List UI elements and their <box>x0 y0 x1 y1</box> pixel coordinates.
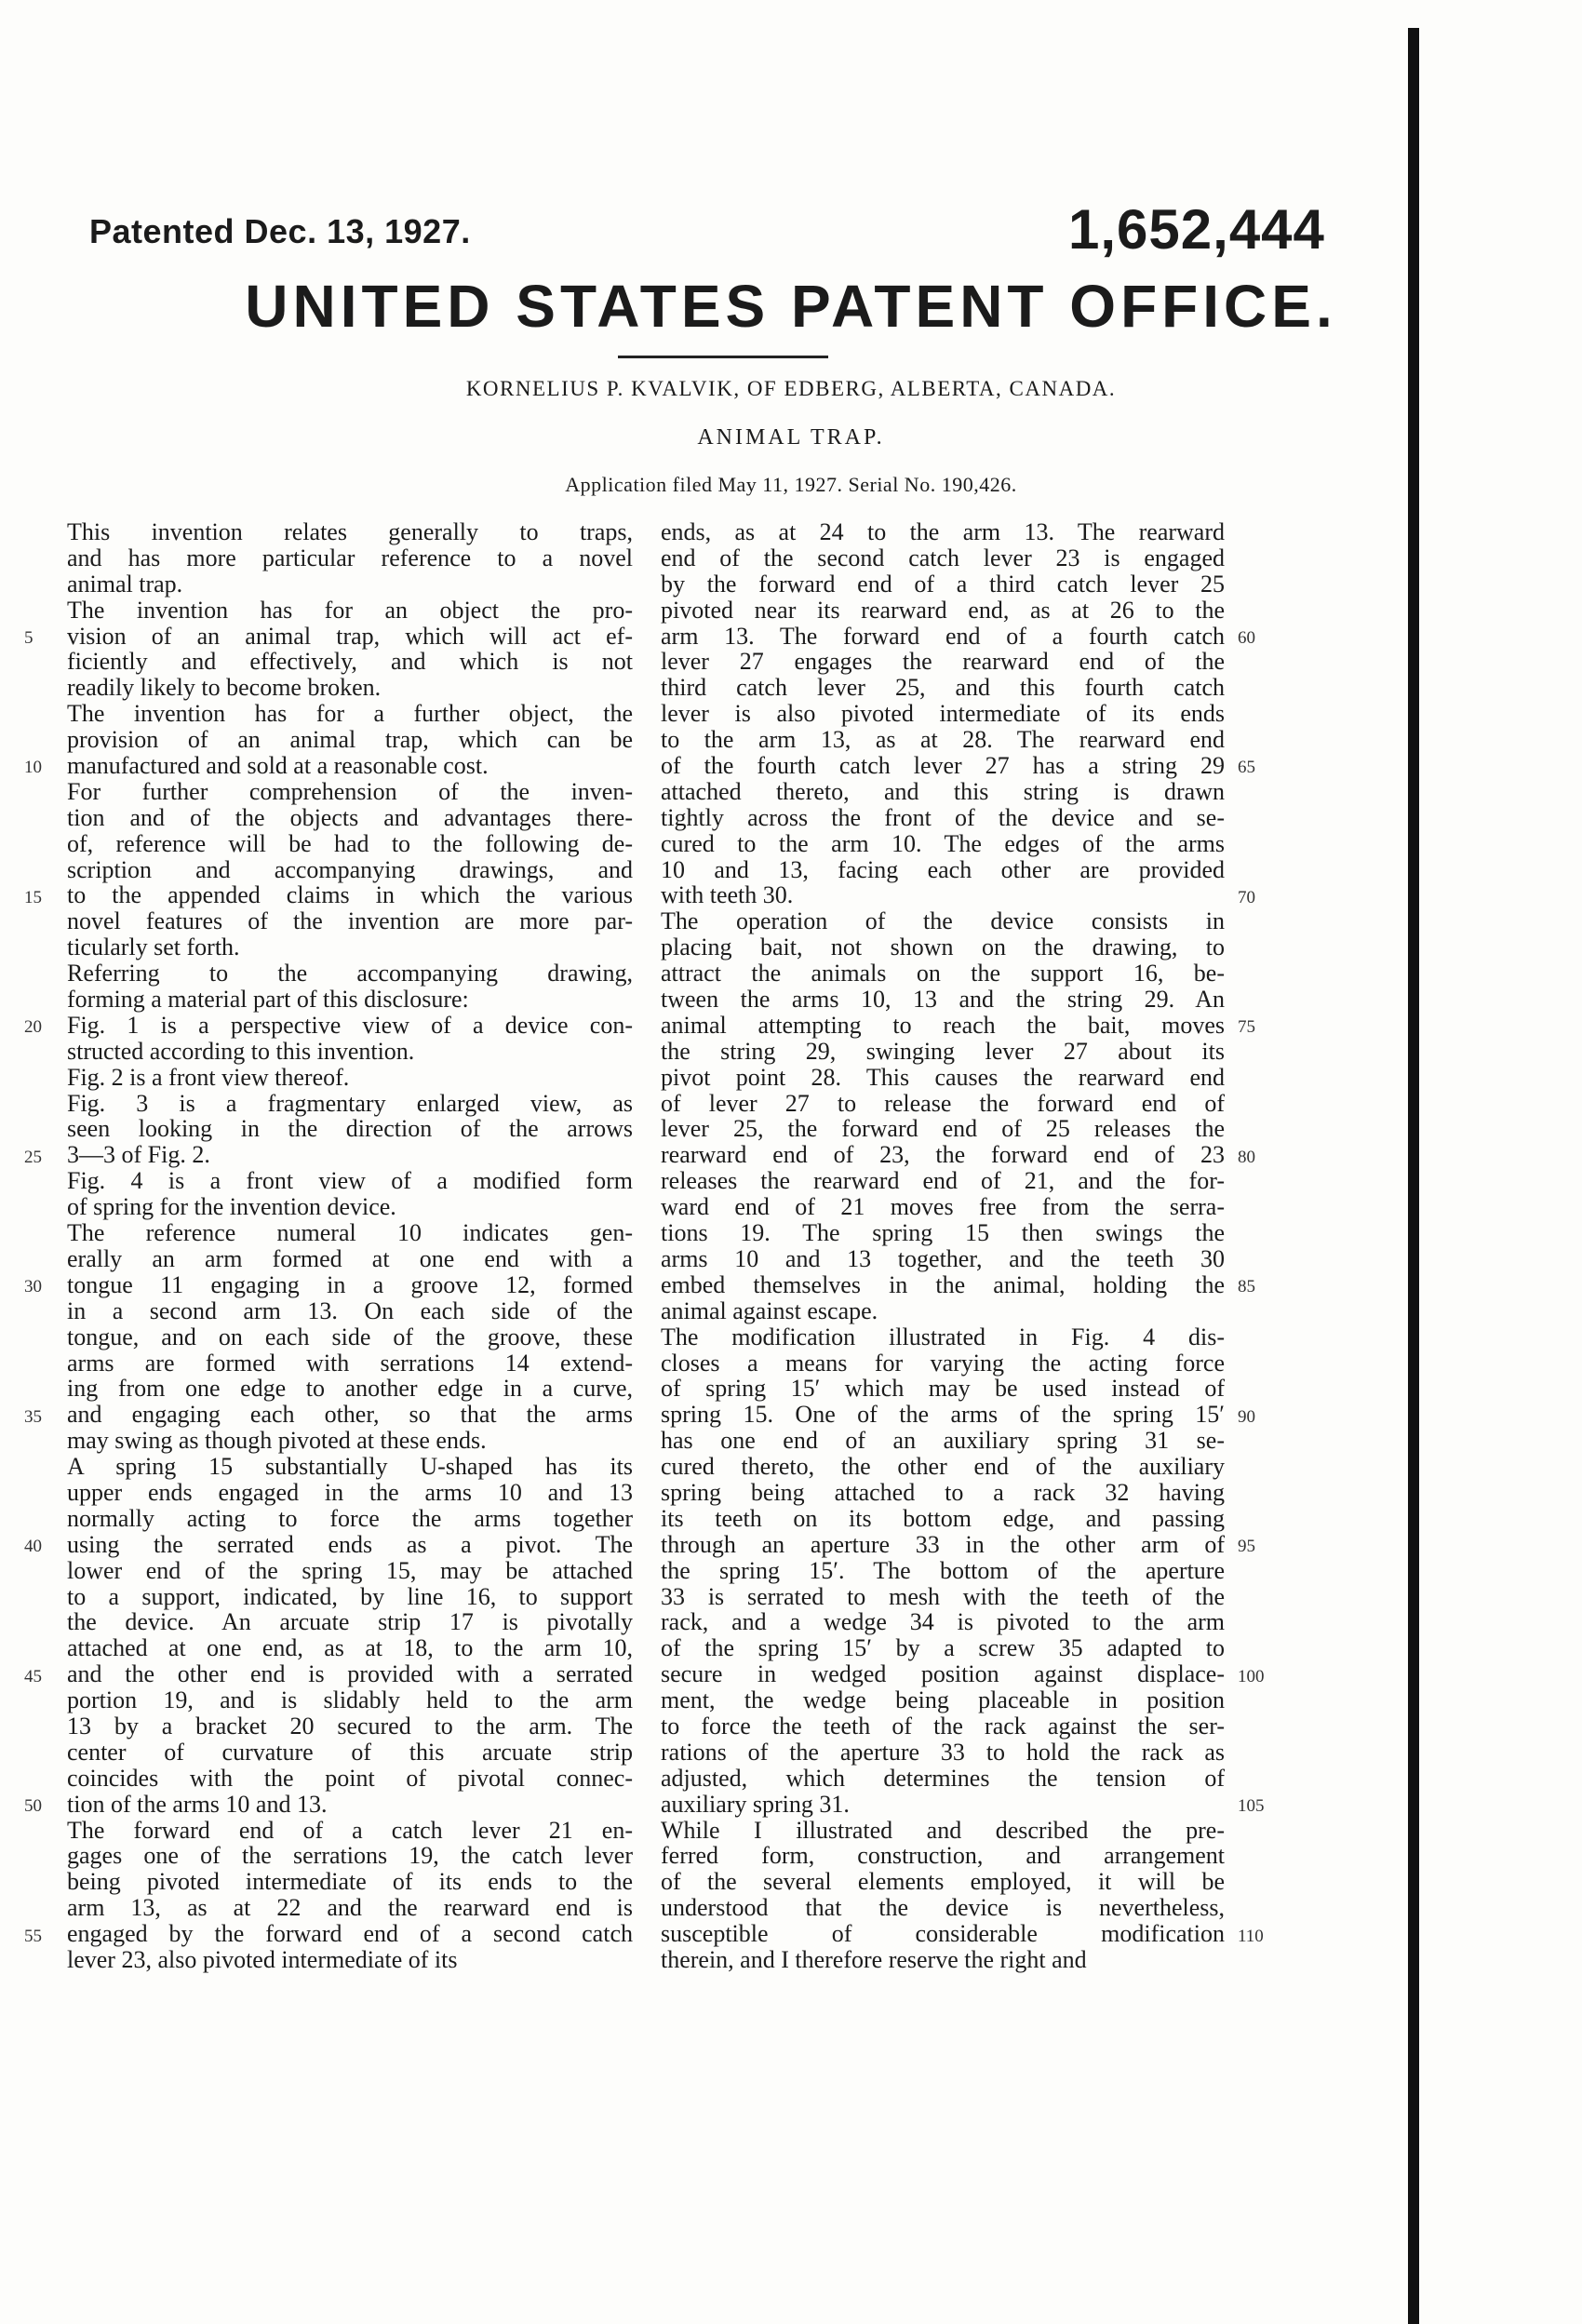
text-line: animal attempting to reach the bait, moves <box>661 1011 1225 1039</box>
text-line: Fig. 3 is a fragmentary enlarged view, as <box>67 1089 633 1117</box>
line-number: 85 <box>1238 1277 1255 1297</box>
text-line: arm 13, as at 22 and the rearward end is <box>67 1894 633 1922</box>
line-number: 110 <box>1238 1926 1264 1946</box>
text-line: cured thereto, the other end of the auxiliary <box>661 1453 1225 1481</box>
line-number: 35 <box>24 1406 42 1427</box>
line-number: 105 <box>1238 1796 1265 1817</box>
text-line: readily likely to become broken. <box>67 674 382 702</box>
text-line: Fig. 1 is a perspective view of a device con- <box>67 1011 633 1039</box>
text-line: coincides with the point of pivotal connec- <box>67 1764 633 1792</box>
text-line: normally acting to force the arms together <box>67 1504 633 1532</box>
text-line: tion and of the objects and advantages there- <box>67 803 633 831</box>
text-line: of the several elements employed, it will be <box>661 1868 1225 1896</box>
text-line: lever 27 engages the rearward end of the <box>661 648 1225 676</box>
text-line: arms are formed with serrations 14 extend- <box>67 1349 633 1377</box>
text-line: therein, and I therefore reserve the right and <box>661 1945 1087 1973</box>
text-line: susceptible of considerable modification <box>661 1920 1225 1948</box>
text-line: While I illustrated and described the pre- <box>661 1816 1225 1844</box>
text-line: tween the arms 10, 13 and the string 29. An <box>661 986 1225 1014</box>
line-number: 20 <box>24 1017 42 1038</box>
text-line: The reference numeral 10 indicates gen- <box>67 1219 633 1247</box>
line-number: 65 <box>1238 758 1255 778</box>
text-line: animal against escape. <box>661 1296 878 1324</box>
text-line: forming a material part of this disclosure: <box>67 986 469 1014</box>
line-number: 60 <box>1238 627 1255 648</box>
text-line: upper ends engaged in the arms 10 and 13 <box>67 1478 633 1506</box>
patent-date: Patented Dec. 13, 1927. <box>89 212 471 250</box>
text-line: auxiliary spring 31. <box>661 1790 850 1818</box>
text-line: engaged by the forward end of a second catch <box>67 1920 633 1948</box>
text-line: secure in wedged position against displace- <box>661 1660 1225 1688</box>
line-number: 100 <box>1238 1666 1265 1686</box>
text-line: tions 19. The spring 15 then swings the <box>661 1219 1225 1247</box>
text-line: structed according to this invention. <box>67 1037 415 1065</box>
line-number: 55 <box>24 1926 42 1946</box>
text-line: provision of an animal trap, which can be <box>67 726 633 754</box>
text-line: A spring 15 substantially U-shaped has its <box>67 1453 633 1481</box>
invention-title: ANIMAL TRAP. <box>697 425 885 450</box>
line-number: 90 <box>1238 1406 1255 1427</box>
heading-divider <box>618 356 828 358</box>
text-line: attract the animals on the support 16, be- <box>661 960 1225 987</box>
text-line: the device. An arcuate strip 17 is pivotally <box>67 1608 633 1636</box>
text-line: arms 10 and 13 together, and the teeth 30 <box>661 1244 1225 1272</box>
text-line: tightly across the front of the device and se- <box>661 803 1225 831</box>
line-number: 45 <box>24 1666 42 1686</box>
text-line: of the fourth catch lever 27 has a string 29 <box>661 752 1225 780</box>
text-line: rack, and a wedge 34 is pivoted to the arm <box>661 1608 1225 1636</box>
text-line: to the appended claims in which the various <box>67 881 633 909</box>
text-line: 13 by a bracket 20 secured to the arm. The <box>67 1712 633 1740</box>
line-number: 95 <box>1238 1537 1255 1557</box>
text-line: ticularly set forth. <box>67 934 240 961</box>
application-line: Application filed May 11, 1927. Serial No. 190,426. <box>565 473 1017 496</box>
line-number: 75 <box>1238 1017 1255 1038</box>
text-line: Fig. 4 is a front view of a modified form <box>67 1167 633 1195</box>
text-line: to force the teeth of the rack against the ser- <box>661 1712 1225 1740</box>
line-number: 5 <box>24 627 34 648</box>
line-number: 70 <box>1238 887 1255 907</box>
text-line: embed themselves in the animal, holding the <box>661 1270 1225 1298</box>
text-line: of the spring 15′ by a screw 35 adapted to <box>661 1634 1225 1662</box>
text-line: tion of the arms 10 and 13. <box>67 1790 328 1818</box>
text-line: the string 29, swinging lever 27 about its <box>661 1037 1225 1065</box>
office-heading: UNITED STATES PATENT OFFICE. <box>245 273 1337 340</box>
patent-number: 1,652,444 <box>1068 198 1325 261</box>
text-line: spring 15. One of the arms of the spring 15′ <box>661 1401 1225 1429</box>
text-line: ends, as at 24 to the arm 13. The rearward <box>661 518 1225 545</box>
text-line: pivoted near its rearward end, as at 26 to the <box>661 596 1225 624</box>
text-line: center of curvature of this arcuate strip <box>67 1738 633 1766</box>
text-line: animal trap. <box>67 570 183 598</box>
text-line: arm 13. The forward end of a fourth catch <box>661 622 1225 650</box>
text-line: manufactured and sold at a reasonable cost. <box>67 752 489 780</box>
text-line: placing bait, not shown on the drawing, to <box>661 934 1225 961</box>
text-line: Fig. 2 is a front view thereof. <box>67 1063 350 1091</box>
text-line: and the other end is provided with a serrated <box>67 1660 633 1688</box>
text-line: with teeth 30. <box>661 881 794 909</box>
text-line: For further comprehension of the inven- <box>67 777 633 805</box>
text-line: closes a means for varying the acting force <box>661 1349 1225 1377</box>
text-line: rations of the aperture 33 to hold the rack as <box>661 1738 1225 1766</box>
text-line: of lever 27 to release the forward end of <box>661 1089 1225 1117</box>
text-line: The modification illustrated in Fig. 4 dis- <box>661 1323 1225 1350</box>
text-line: lever 23, also pivoted intermediate of its <box>67 1945 458 1973</box>
text-line: pivot point 28. This causes the rearward end <box>661 1063 1225 1091</box>
scan-edge-bar <box>1408 28 1419 2324</box>
text-line: portion 19, and is slidably held to the arm <box>67 1686 633 1714</box>
line-number: 40 <box>24 1537 42 1557</box>
text-line: 10 and 13, facing each other are provided <box>661 855 1225 883</box>
text-line: by the forward end of a third catch lever 25 <box>661 570 1225 598</box>
text-line: cured to the arm 10. The edges of the arms <box>661 829 1225 857</box>
text-line: tongue 11 engaging in a groove 12, formed <box>67 1270 633 1298</box>
text-line: The operation of the device consists in <box>661 907 1225 935</box>
line-number: 30 <box>24 1277 42 1297</box>
text-line: may swing as though pivoted at these ends. <box>67 1427 487 1455</box>
text-line: its teeth on its bottom edge, and passing <box>661 1504 1225 1532</box>
text-line: ward end of 21 moves free from the serra- <box>661 1193 1225 1221</box>
text-line: rearward end of 23, the forward end of 23 <box>661 1141 1225 1169</box>
text-line: has one end of an auxiliary spring 31 se- <box>661 1427 1225 1455</box>
text-line: gages one of the serrations 19, the catch lever <box>67 1842 633 1870</box>
text-line: ferred form, construction, and arrangement <box>661 1842 1225 1870</box>
text-line: novel features of the invention are more par- <box>67 907 633 935</box>
text-line: 3—3 of Fig. 2. <box>67 1141 210 1169</box>
line-number: 15 <box>24 887 42 907</box>
text-line: of spring 15′ which may be used instead of <box>661 1375 1225 1403</box>
text-line: releases the rearward end of 21, and the for- <box>661 1167 1225 1195</box>
right-text-column <box>661 519 1225 1973</box>
text-line: vision of an animal trap, which will act ef- <box>67 622 633 650</box>
text-line: Referring to the accompanying drawing, <box>67 960 633 987</box>
line-number: 50 <box>24 1796 42 1817</box>
text-line: end of the second catch lever 23 is engaged <box>661 544 1225 571</box>
text-line: spring being attached to a rack 32 having <box>661 1478 1225 1506</box>
text-line: of spring for the invention device. <box>67 1193 396 1221</box>
text-line: tongue, and on each side of the groove, these <box>67 1323 633 1350</box>
text-line: scription and accompanying drawings, and <box>67 855 633 883</box>
text-line: and engaging each other, so that the arms <box>67 1401 633 1429</box>
line-number: 80 <box>1238 1147 1255 1167</box>
text-line: The invention has for a further object, the <box>67 700 633 728</box>
text-line: The invention has for an object the pro- <box>67 596 633 624</box>
text-line: 33 is serrated to mesh with the teeth of the <box>661 1582 1225 1610</box>
text-line: erally an arm formed at one end with a <box>67 1244 633 1272</box>
text-line: ing from one edge to another edge in a curve, <box>67 1375 633 1403</box>
text-line: in a second arm 13. On each side of the <box>67 1296 633 1324</box>
text-line: being pivoted intermediate of its ends to the <box>67 1868 633 1896</box>
text-line: lower end of the spring 15, may be attached <box>67 1556 633 1584</box>
text-line: lever 25, the forward end of 25 releases the <box>661 1115 1225 1143</box>
text-line: lever is also pivoted intermediate of its ends <box>661 700 1225 728</box>
text-line: and has more particular reference to a novel <box>67 544 633 571</box>
text-line: using the serrated ends as a pivot. The <box>67 1530 633 1558</box>
text-line: through an aperture 33 in the other arm of <box>661 1530 1225 1558</box>
text-line: ment, the wedge being placeable in position <box>661 1686 1225 1714</box>
inventor-line: KORNELIUS P. KVALVIK, OF EDBERG, ALBERTA, CANADA. <box>465 377 1117 400</box>
text-line: This invention relates generally to traps, <box>67 518 633 545</box>
text-line: ficiently and effectively, and which is not <box>67 648 633 676</box>
text-line: attached at one end, as at 18, to the arm 10, <box>67 1634 633 1662</box>
text-line: attached thereto, and this string is drawn <box>661 777 1225 805</box>
line-number: 10 <box>24 758 42 778</box>
text-line: The forward end of a catch lever 21 en- <box>67 1816 633 1844</box>
text-line: third catch lever 25, and this fourth catch <box>661 674 1225 702</box>
text-line: the spring 15′. The bottom of the aperture <box>661 1556 1225 1584</box>
left-text-column <box>67 519 633 1973</box>
text-line: adjusted, which determines the tension of <box>661 1764 1225 1792</box>
text-line: understood that the device is nevertheless, <box>661 1894 1225 1922</box>
text-line: to the arm 13, as at 28. The rearward end <box>661 726 1225 754</box>
text-line: seen looking in the direction of the arrows <box>67 1115 633 1143</box>
text-line: of, reference will be had to the following de- <box>67 829 633 857</box>
text-line: to a support, indicated, by line 16, to support <box>67 1582 633 1610</box>
line-number: 25 <box>24 1147 42 1167</box>
